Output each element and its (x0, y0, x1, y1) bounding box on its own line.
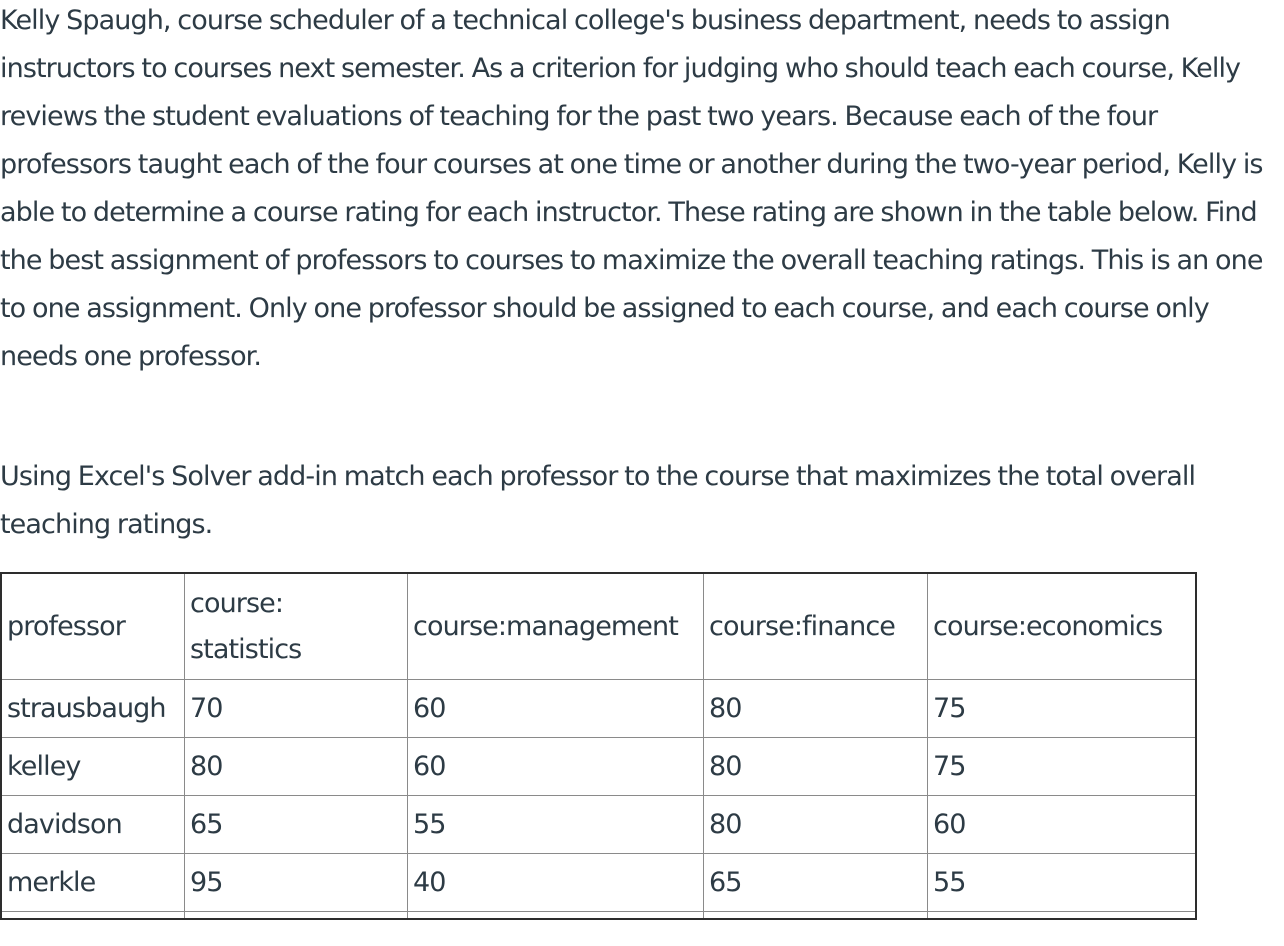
empty-cell (1, 912, 185, 920)
cell-management: 60 (408, 680, 704, 738)
cell-management: 40 (408, 854, 704, 912)
cell-statistics: 65 (185, 796, 408, 854)
table-row (1, 854, 1196, 912)
header-statistics-label: course: statistics (190, 587, 302, 665)
cell-statistics: 95 (185, 854, 408, 912)
cell-economics: 55 (928, 854, 1197, 912)
cell-professor: strausbaugh (1, 680, 185, 738)
cell-statistics: 80 (185, 738, 408, 796)
cell-economics: 60 (928, 796, 1197, 854)
ratings-table (0, 572, 1197, 920)
problem-description: Kelly Spaugh, course scheduler of a technical college's business department, needs to assign instructors to courses next semester. As a criterion for judging who should teach each course, Kelly reviews the student evaluations of teaching for the past two years. Because each of the four professors taught each of the four courses at one time or another during the two-year period, Kelly is able to determine a course rating for each instructor. These rating are shown in the table below. Find the best assignment of professors to courses to maximize the overall teaching ratings. This is an one to one assignment. Only one professor should be assigned to each course, and each course only needs one professor. (0, 5, 1263, 372)
header-finance: course:finance (704, 573, 928, 680)
header-management: course:management (408, 573, 704, 680)
table-header-row (1, 573, 1196, 680)
empty-cell (704, 912, 928, 920)
cell-management: 60 (408, 738, 704, 796)
cell-professor: davidson (1, 796, 185, 854)
header-professor: professor (1, 573, 185, 680)
table-row (1, 680, 1196, 738)
cell-professor: kelley (1, 738, 185, 796)
cell-economics: 75 (928, 738, 1197, 796)
table-row (1, 796, 1196, 854)
empty-cell (185, 912, 408, 920)
problem-instruction: Using Excel's Solver add-in match each professor to the course that maximizes the total overall teaching ratings. (0, 461, 1196, 540)
cell-finance: 80 (704, 796, 928, 854)
cell-professor: merkle (1, 854, 185, 912)
cell-management: 55 (408, 796, 704, 854)
header-economics: course:economics (928, 573, 1197, 680)
empty-cell (408, 912, 704, 920)
cell-economics: 75 (928, 680, 1197, 738)
cell-finance: 80 (704, 738, 928, 796)
empty-cell (928, 912, 1197, 920)
table-row (1, 738, 1196, 796)
table-empty-row (1, 912, 1196, 920)
cell-finance: 65 (704, 854, 928, 912)
cell-finance: 80 (704, 680, 928, 738)
cell-statistics: 70 (185, 680, 408, 738)
header-statistics (185, 573, 408, 680)
